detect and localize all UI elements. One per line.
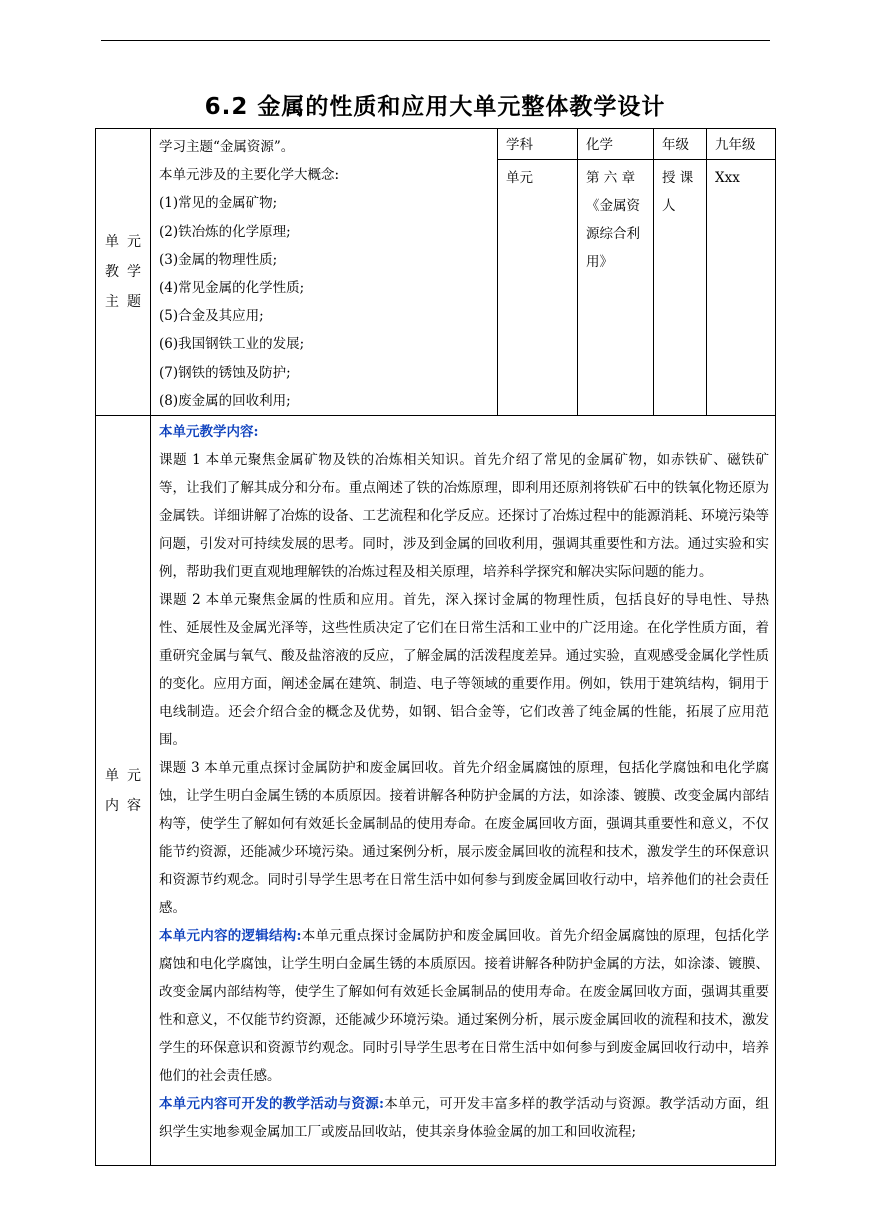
logic-text: 本单元重点探讨金属防护和废金属回收。首先介绍金属腐蚀的原理，包括化学腐蚀和电化学腐蚀，让学生明白金属生锈的本质原因。接着讲解各种防护金属的方法，如涂漆、镀膜、改变金属内部结构等，使学生了解如何有效延长金属制品的使用寿命。在废金属回收方面，强调其重要性和意义，不仅能节约资源，还能减少环境污染。通过案例分析，展示废金属回收的流程和技术，激发学生的环保意识和资源节约观念。同时引导学生思考在日常生活中如何参与到废金属回收行动中，培养他们的社会责任感。 <box>159 928 770 1085</box>
teacher-value: Xxx <box>707 159 776 415</box>
concept-item: (3)金属的物理性质; <box>159 251 278 268</box>
concept-item: (1)常见的金属矿物; <box>159 195 278 212</box>
content-row <box>96 416 776 1166</box>
grade-value: 九年级 <box>707 129 776 160</box>
subject-label: 学科 <box>498 129 578 160</box>
lesson-3-text: 课题 3 本单元重点探讨金属防护和废金属回收。首先介绍金属腐蚀的原理，包括化学腐蚀和电化学腐蚀，让学生明白金属生锈的本质原因。接着讲解各种防护金属的方法，如涂漆、镀膜、改变金属内部结构等，使学生了解如何有效延长金属制品的使用寿命。在废金属回收方面，强调其重要性和意义，不仅能节约资源，还能减少环境污染。通过案例分析，展示废金属回收的流程和技术，激发学生的环保意识和资源节约观念。同时引导学生思考在日常生活中如何参与到废金属回收行动中，培养他们的社会责任感。 <box>159 760 769 917</box>
lesson-2-text: 课题 2 本单元聚焦金属的性质和应用。首先，深入探讨金属的物理性质，包括良好的导电性、导热性、延展性及金属光泽等，这些性质决定了它们在日常生活和工业中的广泛用途。在化学性质方面，着重研究金属与氧气、酸及盐溶液的反应，了解金属的活泼程度差异。通过实验，直观感受金属化学性质的变化。应用方面，阐述金属在建筑、制造、电子等领域的重要作用。例如，铁用于建筑结构，铜用于电线制造。还会介绍合金的概念及优势，如钢、铝合金等，它们改善了纯金属的性能，拓展了应用范围。 <box>159 592 769 749</box>
label-line: 教 学 <box>105 264 141 281</box>
concept-item: (2)铁冶炼的化学原理; <box>159 223 291 240</box>
concepts-intro: 本单元涉及的主要化学大概念: <box>159 167 340 184</box>
concept-item: (5)合金及其应用; <box>159 308 264 325</box>
unit-theme-label <box>96 129 151 416</box>
grade-label: 年级 <box>654 129 707 160</box>
concept-item: (4)常见金属的化学性质; <box>159 280 305 297</box>
unit-value: 第 六 章《金属资源综合利用》 <box>578 159 654 415</box>
label-line: 单 元 <box>105 234 141 251</box>
theme-header-row <box>96 129 776 160</box>
unit-content-label <box>96 416 151 1166</box>
logic-heading: 本单元内容的逻辑结构: <box>159 928 302 945</box>
label-line: 单 元 <box>105 767 141 784</box>
activities-paragraph <box>159 1090 769 1146</box>
content-heading: 本单元教学内容: <box>159 424 259 441</box>
learning-topic: 学习主题“金属资源”。 <box>159 139 295 155</box>
design-table <box>95 128 776 1166</box>
concept-item: (8)废金属的回收利用; <box>159 392 291 409</box>
activities-text: 本单元，可开发丰富多样的教学活动与资源。教学活动方面，组织学生实地参观金属加工厂或废品回收站，使其亲身体验金属的加工和回收流程; <box>159 1096 770 1141</box>
activities-heading: 本单元内容可开发的教学活动与资源: <box>159 1096 384 1113</box>
unit-content-cell <box>151 416 776 1166</box>
label-line: 主题 <box>105 294 141 311</box>
teacher-label: 授 课人 <box>654 159 707 415</box>
unit-label: 单元 <box>498 159 578 415</box>
header-rule <box>101 40 770 41</box>
logic-paragraph <box>159 922 769 1090</box>
page-title: 6.2 金属的性质和应用大单元整体教学设计 <box>204 94 666 120</box>
concept-item: (6)我国钢铁工业的发展; <box>159 336 305 353</box>
lesson-1-text: 课题 1 本单元聚焦金属矿物及铁的冶炼相关知识。首先介绍了常见的金属矿物，如赤铁矿、磁铁矿等，让我们了解其成分和分布。重点阐述了铁的冶炼原理，即利用还原剂将铁矿石中的铁氧化物还原为金属铁。详细讲解了冶炼的设备、工艺流程和化学反应。还探讨了冶炼过程中的能源消耗、环境污染等问题，引发对可持续发展的思考。同时，涉及到金属的回收利用，强调其重要性和方法。通过实验和实例，帮助我们更直观地理解铁的冶炼过程及相关原理，培养科学探究和解决实际问题的能力。 <box>159 452 769 581</box>
concept-item: (7)钢铁的锈蚀及防护; <box>159 364 291 381</box>
unit-concepts-cell <box>151 129 498 416</box>
label-line: 内容 <box>105 797 141 814</box>
subject-value: 化学 <box>578 129 654 160</box>
